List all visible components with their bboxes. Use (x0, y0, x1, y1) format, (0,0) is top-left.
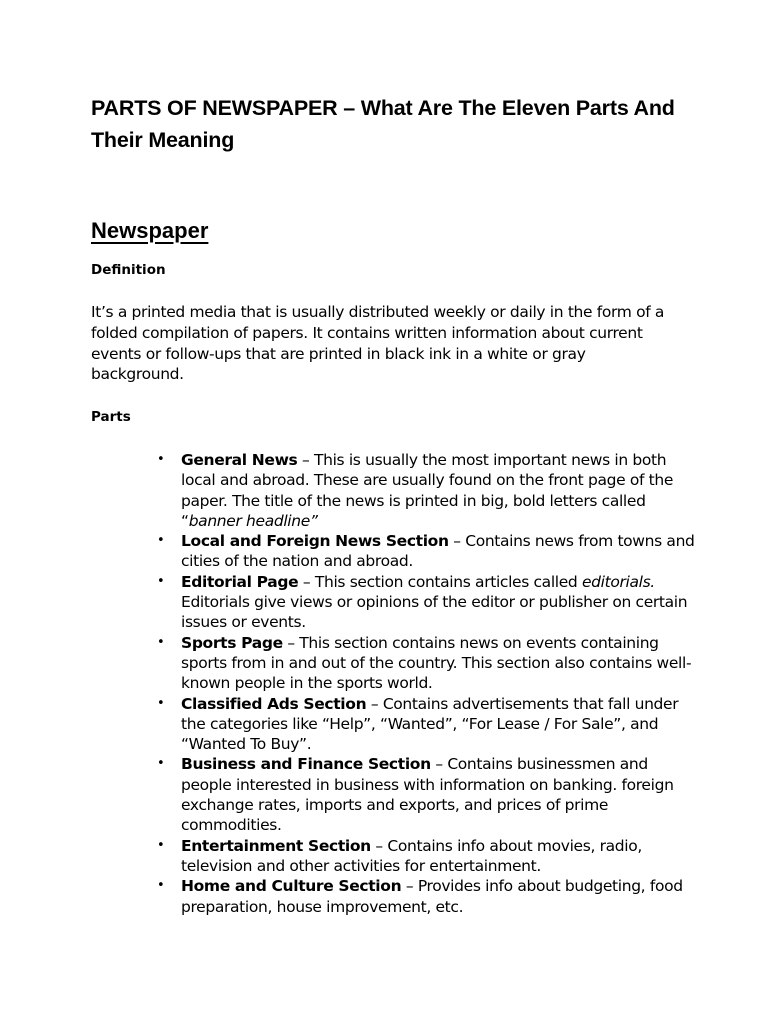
list-item (157, 754, 697, 835)
bullet-icon: • (157, 695, 165, 711)
part-description-tail: Editorials give views or opinions of the editor or publisher on certain issues or events. (181, 593, 688, 632)
bullet-icon: • (157, 573, 165, 589)
part-emphasis: banner headline” (188, 511, 318, 530)
definition-paragraph: It’s a printed media that is usually distributed weekly or daily in the form of a folded compilation of papers. It contains written information about current events or follow-ups that are printed in black ink in a white or gray background. (91, 303, 665, 384)
part-description: – This is usually the most important news in both local and abroad. These are usually found on the front page of the paper. The title of the news is printed in big, bold letters called “ (181, 451, 674, 530)
part-term: Business and Finance Section (181, 755, 431, 774)
list-item (157, 633, 697, 694)
list-item (157, 450, 697, 531)
list-item (157, 836, 697, 877)
list-item (157, 694, 697, 755)
part-term: General News (181, 451, 298, 469)
section-heading: Newspaper (91, 218, 209, 243)
part-term: Entertainment Section (181, 836, 371, 855)
part-emphasis: editorials. (582, 572, 655, 591)
part-description: – This section contains news on events containing sports from in and out of the country. This section also contains well-known people in the sports world. (181, 633, 692, 693)
part-description: – Provides info about budgeting, food preparation, house improvement, etc. (181, 877, 683, 916)
list-item (157, 572, 697, 633)
bullet-icon: • (157, 533, 165, 549)
list-item (157, 531, 697, 572)
definition-label: Definition (91, 262, 166, 278)
part-description: – Contains advertisements that fall under the categories like “Help”, “Wanted”, “For Lease / For Sale”, and “Wanted To Buy”. (181, 694, 679, 754)
part-term: Classified Ads Section (181, 694, 367, 713)
part-term: Sports Page (181, 633, 283, 652)
bullet-icon: • (157, 837, 165, 853)
part-description: – Contains news from towns and cities of the nation and abroad. (181, 532, 695, 571)
bullet-icon: • (157, 634, 165, 650)
part-description: – Contains businessmen and people interested in business with information on banking. foreign exchange rates, imports and exports, and prices of prime commodities. (181, 755, 674, 835)
bullet-icon: • (157, 878, 165, 894)
part-term: Local and Foreign News Section (181, 532, 449, 551)
list-item (157, 876, 697, 917)
parts-list (157, 450, 697, 917)
part-description: – Contains info about movies, radio, television and other activities for entertainment. (181, 836, 642, 875)
bullet-icon: • (157, 452, 165, 467)
document-title: PARTS OF NEWSPAPER – What Are The Eleven Parts And Their Meaning (91, 96, 675, 152)
bullet-icon: • (157, 756, 165, 772)
part-term: Editorial Page (181, 572, 299, 591)
part-term: Home and Culture Section (181, 877, 402, 896)
parts-label: Parts (91, 409, 131, 425)
part-description: – This section contains articles called (298, 572, 582, 591)
